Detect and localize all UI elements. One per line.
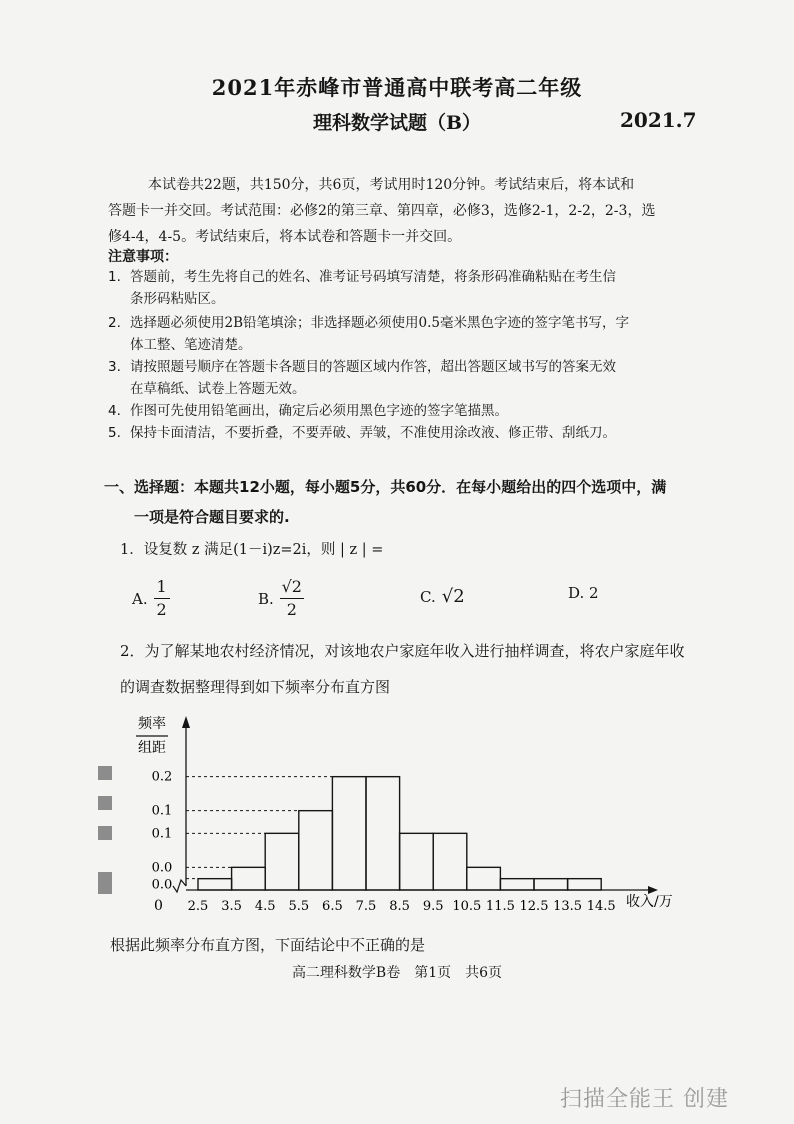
histogram-bar bbox=[332, 777, 366, 890]
page-footer: 高二理科数学B卷 第1页 共6页 bbox=[291, 965, 503, 981]
notice-text: 保持卡面清洁，不要折叠，不要弄破、弄皱，不准使用涂改液、修正带、刮纸刀。 bbox=[130, 425, 616, 441]
option-label: C. bbox=[420, 587, 436, 606]
section-heading-cont: 一项是符合题目要求的. bbox=[134, 508, 290, 526]
x-tick-label: 11.5 bbox=[485, 899, 515, 914]
numerator: √2 bbox=[281, 577, 302, 596]
question-2-stem: 2．为了解某地农村经济情况，对该地农户家庭年收入进行抽样调查，将农户家庭年收 bbox=[120, 642, 685, 660]
x-axis-label: 收入/万 bbox=[626, 894, 673, 910]
q1-option-c bbox=[420, 586, 465, 607]
origin-label: 0 bbox=[154, 898, 163, 914]
q1-option-b bbox=[258, 578, 304, 619]
histogram-bar bbox=[198, 879, 232, 890]
option-label: A. bbox=[132, 589, 148, 608]
notice-item-5 bbox=[108, 422, 688, 444]
x-tick-label: 4.5 bbox=[254, 899, 276, 914]
histogram-bar bbox=[568, 879, 602, 890]
notice-item-3 bbox=[108, 356, 688, 400]
notice-item-2 bbox=[108, 312, 688, 356]
x-tick-label: 14.5 bbox=[586, 899, 616, 914]
question-1-stem: 1．设复数 z 满足(1－i)z=2i，则 | z | = bbox=[120, 542, 384, 558]
exam-title: 2021年赤峰市普通高中联考高二年级 bbox=[211, 75, 583, 100]
notice-num: 2. bbox=[108, 315, 121, 331]
x-tick-label: 10.5 bbox=[452, 899, 482, 914]
x-axis-arrow bbox=[648, 886, 658, 894]
y-axis-arrow bbox=[182, 716, 190, 728]
section-heading: 一、选择题：本题共12小题，每小题5分，共60分．在每小题给出的四个选项中，满 bbox=[104, 478, 667, 496]
y-axis-label-top: 频率 bbox=[138, 716, 166, 732]
fraction-bar bbox=[280, 598, 304, 599]
fraction bbox=[280, 578, 304, 619]
denominator: 2 bbox=[286, 600, 297, 619]
y-axis-label-bottom: 组距 bbox=[138, 740, 166, 756]
frequency-histogram bbox=[90, 714, 690, 924]
x-tick-label: 3.5 bbox=[221, 899, 242, 914]
notice-item-4 bbox=[108, 400, 688, 422]
histogram-bar bbox=[265, 833, 299, 890]
notice-item-1 bbox=[108, 266, 688, 310]
x-tick-label: 12.5 bbox=[519, 899, 549, 914]
intro-line-3: 修4-4，4-5。考试结束后，将本试卷和答题卡一并交回。 bbox=[108, 229, 462, 245]
denominator: 2 bbox=[156, 600, 167, 619]
notice-text-cont: 体工整、笔迹清楚。 bbox=[130, 337, 252, 353]
exam-code: 2021.7 bbox=[620, 108, 697, 132]
scanner-watermark: 扫描全能王 创建 bbox=[560, 1087, 729, 1112]
question-2-conclusion: 根据此频率分布直方图，下面结论中不正确的是 bbox=[110, 936, 426, 954]
y-tick-label: 0.1 bbox=[151, 826, 173, 842]
q1-option-a bbox=[132, 578, 170, 619]
histogram-bar bbox=[366, 777, 400, 890]
histogram-bar bbox=[433, 833, 467, 890]
x-tick-label: 13.5 bbox=[553, 899, 583, 914]
histogram-bar bbox=[232, 867, 266, 890]
histogram-bar bbox=[534, 879, 568, 890]
x-tick-label: 6.5 bbox=[322, 899, 343, 914]
notice-text: 请按照题号顺序在答题卡各题目的答题区域内作答，超出答题区域书写的答案无效 bbox=[130, 359, 616, 375]
x-tick-label: 8.5 bbox=[389, 899, 410, 914]
y-tick-label: 0.0 bbox=[151, 860, 173, 876]
y-tick-label: 0.0 bbox=[151, 877, 173, 893]
histogram-bar bbox=[467, 867, 501, 890]
intro-line-1: 本试卷共22题，共150分，共6页，考试用时120分钟。考试结束后，将本试和 bbox=[148, 177, 635, 193]
notice-num: 1. bbox=[108, 269, 121, 285]
numerator: 1 bbox=[156, 577, 167, 596]
fraction bbox=[154, 578, 170, 619]
notice-text-cont: 在草稿纸、试卷上答题无效。 bbox=[130, 381, 306, 397]
question-2-stem-cont: 的调查数据整理得到如下频率分布直方图 bbox=[120, 678, 391, 696]
notice-text: 选择题必须使用2B铅笔填涂；非选择题必须使用0.5毫米黑色字迹的签字笔书写，字 bbox=[130, 315, 629, 331]
option-label: B. bbox=[258, 589, 274, 608]
histogram-bar bbox=[400, 833, 434, 890]
sqrt-value: √2 bbox=[441, 586, 465, 607]
histogram-bar bbox=[500, 879, 534, 890]
notice-num: 4. bbox=[108, 403, 121, 419]
y-tick-label: 0.1 bbox=[151, 803, 173, 819]
x-tick-label: 2.5 bbox=[187, 899, 209, 914]
notice-num: 5. bbox=[108, 425, 121, 441]
notice-text: 作图可先使用铅笔画出，确定后必须用黑色字迹的签字笔描黑。 bbox=[130, 403, 508, 419]
x-tick-label: 9.5 bbox=[422, 899, 444, 914]
intro-line-2: 答题卡一并交回。考试范围：必修2的第三章、第四章，必修3，选修2-1，2-2，2-3，选 bbox=[108, 203, 656, 219]
axis-break-mark bbox=[173, 880, 186, 892]
histogram-svg bbox=[90, 714, 690, 920]
fraction-bar bbox=[154, 598, 170, 599]
x-tick-label: 5.5 bbox=[288, 899, 310, 914]
histogram-bar bbox=[299, 811, 333, 890]
q1-option-d: D. 2 bbox=[568, 584, 599, 602]
exam-subtitle: 理科数学试题（B） bbox=[312, 112, 482, 134]
y-tick-label: 0.2 bbox=[151, 769, 173, 785]
notice-heading: 注意事项： bbox=[108, 249, 178, 265]
notice-text: 答题前，考生先将自己的姓名、准考证号码填写清楚，将条形码准确粘贴在考生信 bbox=[130, 269, 616, 285]
notice-num: 3. bbox=[108, 359, 121, 375]
notice-text-cont: 条形码粘贴区。 bbox=[130, 291, 225, 307]
x-tick-label: 7.5 bbox=[355, 899, 377, 914]
